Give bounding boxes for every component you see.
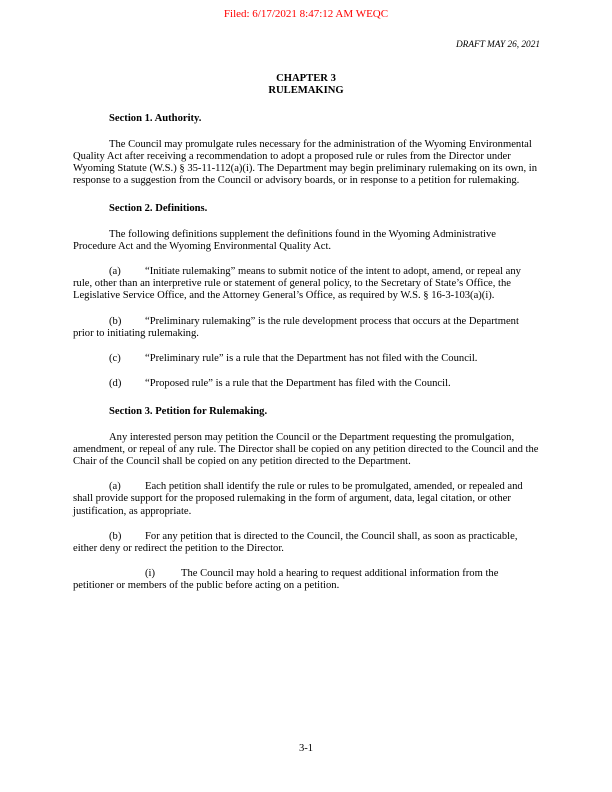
item-label: (b)	[109, 315, 122, 327]
section-2-heading: Section 2. Definitions.	[109, 203, 208, 215]
definition-item	[73, 378, 539, 390]
document-body	[73, 73, 539, 593]
item-text: “Proposed rule” is a rule that the Department has filed with the Council.	[145, 378, 451, 390]
subitem-text: The Council may hold a hearing to request additional information from the petitioner or members of the public before acting on a petition.	[73, 568, 499, 592]
item-label: (a)	[109, 266, 121, 278]
petition-item	[73, 481, 539, 518]
petition-item	[73, 531, 539, 555]
chapter-title: RULEMAKING	[268, 85, 344, 97]
definition-item	[73, 316, 539, 340]
section-1-heading: Section 1. Authority.	[109, 113, 202, 125]
filed-stamp: Filed: 6/17/2021 8:47:12 AM WEQC	[223, 8, 389, 20]
subitem-label: (i)	[145, 568, 155, 580]
item-text: Each petition shall identify the rule or rules to be promulgated, amended, or repealed and shall provide support for the proposed rulemaking in the form of argument, data, legal citation, or other justification, as appropriate.	[73, 481, 523, 517]
item-text: “Preliminary rulemaking” is the rule development process that occurs at the Department prior to initiating rulemaking.	[73, 315, 519, 339]
section-3-heading: Section 3. Petition for Rulemaking.	[109, 406, 268, 418]
page-number: 3-1	[298, 743, 314, 754]
petition-subitem	[73, 568, 539, 592]
section-2-paragraph: The following definitions supplement the definitions found in the Wyoming Administrative Procedure Act and the Wyoming Environmental Quality Act.	[73, 228, 496, 252]
item-text: “Initiate rulemaking” means to submit notice of the intent to adopt, amend, or repeal any rule, other than an interpretive rule or statement of general policy, to the Secretary of State’s Office, the Legislative Service Office, and the Attorney General’s Office, as required by W.S. § 16-3-103(a)(i).	[73, 266, 521, 302]
section-3-paragraph: Any interested person may petition the Council or the Department requesting the promulgation, amendment, or repeal of any rule. The Director shall be copied on any petition directed to the Council and the Chair of the Council shall be copied on any petition directed to the Department.	[73, 431, 539, 468]
item-text: For any petition that is directed to the Council, the Council shall, as soon as practicable, either deny or redirect the petition to the Director.	[73, 530, 518, 555]
section-1-paragraph: The Council may promulgate rules necessary for the administration of the Wyoming Environmental Quality Act after receiving a recommendation to adopt a proposed rule or rules from the Director under Wyoming Statute (W.S.) § 35-11-112(a)(i). The Department may begin preliminary rulemaking on its own, in response to a suggestion from the Council or advisory boards, or in response to a petition for rulemaking.	[73, 138, 538, 187]
chapter-number: CHAPTER 3	[276, 73, 336, 84]
draft-date: DRAFT MAY 26, 2021	[455, 40, 540, 50]
definition-item	[73, 353, 539, 365]
item-label: (a)	[109, 481, 121, 493]
item-text: “Preliminary rule” is a rule that the Department has not filed with the Council.	[145, 353, 478, 365]
item-label: (b)	[109, 530, 122, 542]
definition-item	[73, 266, 539, 303]
item-label: (d)	[109, 378, 122, 390]
item-label: (c)	[109, 353, 121, 365]
